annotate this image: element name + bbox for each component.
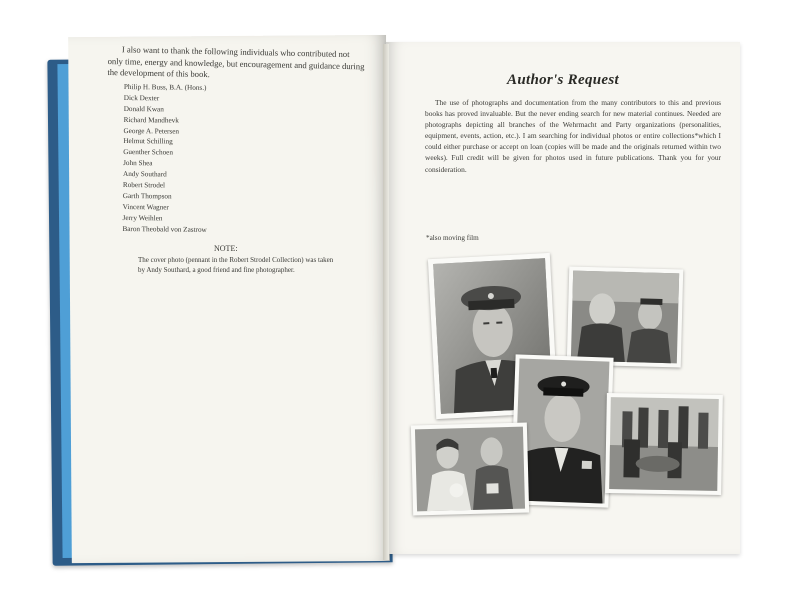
name-item: Guenther Schoen (123, 148, 174, 157)
name-item: Andy Southard (122, 170, 167, 179)
name-item: Philip H. Buss, B.A. (Hons.) (123, 82, 207, 92)
acknowledgement-intro: I also want to thank the following individuals who contributed not only time, energy and knowledge, but encouragement and guidance during the development of this book. (107, 44, 365, 80)
footnote: *also moving film (426, 234, 479, 242)
name-item: Richard Mandhevk (123, 115, 179, 125)
acknowledgement-list (122, 82, 324, 237)
name-item: Robert Strodel (122, 181, 166, 190)
name-item: Helmut Schilling (123, 137, 173, 146)
name-item: Jerry Weihlen (122, 213, 163, 223)
name-item: Vincent Wagner (122, 202, 169, 212)
wedding-couple-photo (411, 422, 529, 515)
request-body: The use of photographs and documentation from the many contributors to this and previous books has proved invaluable. But the never ending search for new material continues. Needed are photographs depicting all branches of the Wehrmacht and Party organizations (personalities, equipment, events, action, etc.). I am searching for individual photos or entire collections*which I could either purchase or accept on loan (copies will be made and the originals returned within two weeks). Full credit will be given for photos used in future publications. Thank you for your consideration. (425, 98, 721, 174)
note-heading: NOTE: (214, 244, 238, 253)
name-item: Dick Dexter (123, 93, 160, 103)
note-text: The cover photo (pennant in the Robert Strodel Collection) was taken by Andy Southard, a good friend and fine photographer. (138, 256, 334, 274)
book-gutter (383, 44, 389, 560)
name-item: Garth Thompson (122, 191, 172, 201)
soldiers-field-photo (605, 393, 723, 495)
name-item: Donald Kwan (123, 104, 164, 114)
page-title: Author's Request (507, 72, 619, 88)
name-item: John Shea (123, 159, 153, 168)
officers-group-photo (567, 267, 684, 368)
name-item: George A. Petersen (123, 126, 180, 136)
name-item: Baron Theobald von Zastrow (122, 224, 207, 234)
